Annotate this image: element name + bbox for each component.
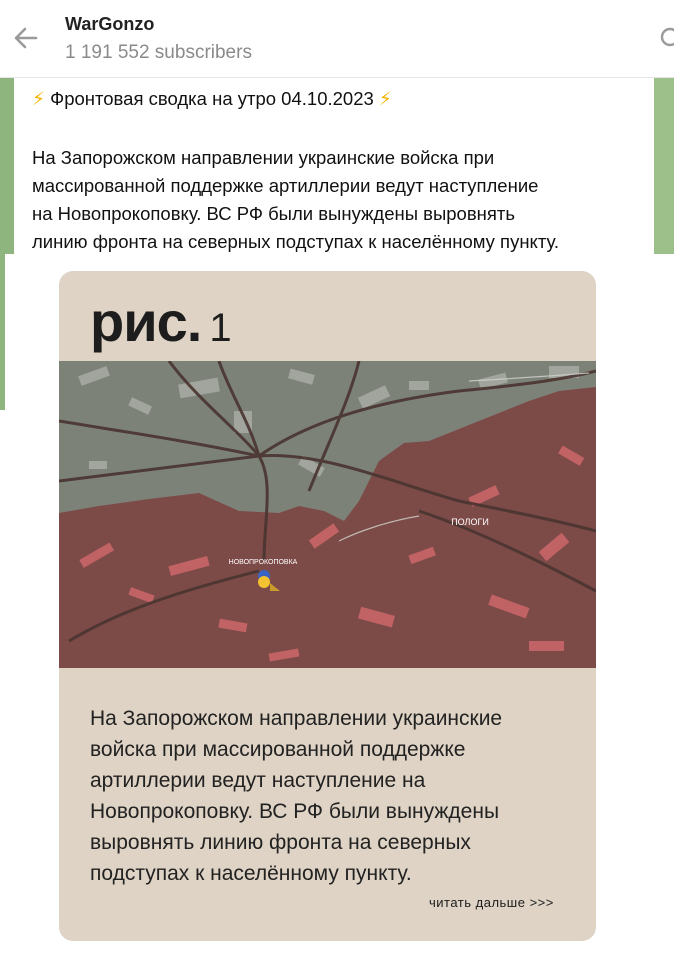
caption-line: Новопрокоповку. ВС РФ были вынуждены [90, 800, 500, 823]
message-bubble [14, 78, 654, 254]
subscriber-count: 1 191 552 subscribers [65, 42, 252, 63]
figure-heading [90, 289, 231, 354]
chat-wallpaper [0, 254, 5, 410]
search-button[interactable] [652, 20, 674, 56]
read-more-link[interactable]: читать дальше >>> [429, 895, 554, 910]
chat-wallpaper [0, 78, 14, 254]
channel-title[interactable]: WarGonzo [65, 14, 155, 34]
post-body-line: массированной поддержке артиллерии ведут наступление [32, 175, 539, 196]
channel-header [0, 0, 674, 78]
caption-line: На Запорожском направлении украинские [90, 707, 503, 730]
caption-line: выровнять линию фронта на северных [90, 831, 471, 854]
post-body-line: На Запорожском направлении украинские войска при [32, 147, 495, 168]
caption-line: подступах к населённому пункту. [90, 862, 412, 885]
figure-caption [90, 703, 580, 889]
post-headline [32, 88, 666, 110]
post-body-line: на Новопрокоповку. ВС РФ были вынуждены выровнять [32, 203, 516, 224]
lightning-icon: ⚡ [32, 88, 45, 109]
figure-heading-number: 1 [209, 306, 231, 350]
map-label-novoprokopovka: НОВОПРОКОПОВКА [228, 559, 298, 566]
caption-line: артиллерии ведут наступление на [90, 769, 426, 792]
front-line-map [59, 361, 596, 668]
post-body-line: линию фронта на северных подступах к населённому пункту. [32, 231, 560, 252]
figure-heading-word: рис. [90, 290, 202, 353]
back-arrow-icon [8, 20, 44, 56]
map-label-pologi: ПОЛОГИ [451, 517, 489, 527]
lightning-icon: ⚡ [378, 88, 392, 109]
back-button[interactable] [8, 20, 44, 56]
post-headline-text: Фронтовая сводка на утро 04.10.2023 [50, 88, 374, 109]
search-icon [652, 20, 674, 56]
caption-line: войска при массированной поддержке [90, 738, 466, 761]
post-image[interactable] [59, 271, 596, 941]
